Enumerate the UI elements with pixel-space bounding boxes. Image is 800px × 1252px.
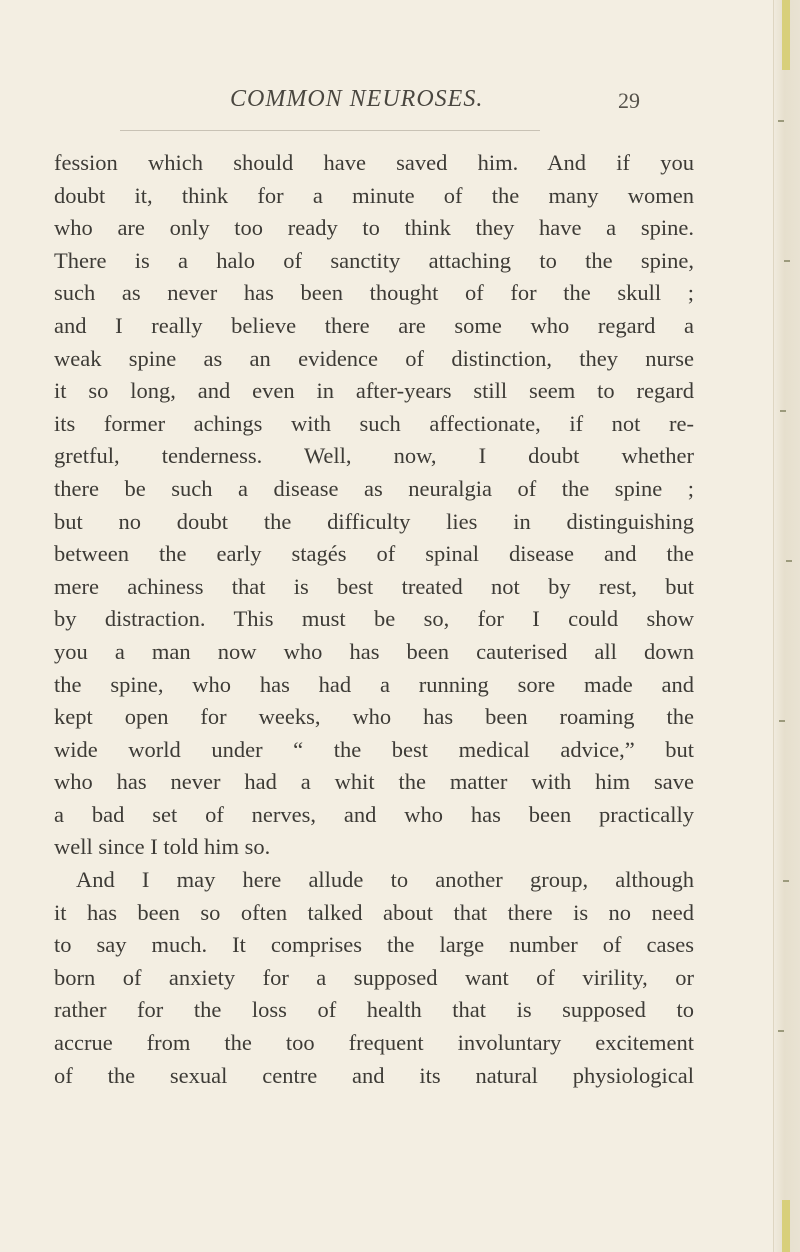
edge-mark: [778, 1030, 784, 1032]
text-line: there be such a disease as neuralgia of the spine ;: [54, 475, 694, 501]
text-line: it so long, and even in after-years still seem to regard: [54, 378, 694, 404]
text-line: but no doubt the difficulty lies in distinguishing: [54, 508, 694, 534]
text-line: wide world under “ the best medical advice,” but: [54, 736, 694, 762]
edge-mark: [778, 120, 784, 122]
page-edge: [773, 0, 800, 1252]
text-line: you a man now who has been cauterised all down: [54, 638, 694, 664]
text-line: accrue from the too frequent involuntary excitement: [54, 1030, 694, 1056]
text-line: kept open for weeks, who has been roaming the: [54, 704, 694, 730]
text-line: its former achings with such affectionate, if not re-: [54, 410, 694, 436]
text-line: of the sexual centre and its natural physiological: [54, 1062, 694, 1088]
text-line: by distraction. This must be so, for I could show: [54, 606, 694, 632]
text-line: the spine, who has had a running sore made and: [54, 671, 694, 697]
text-line: fession which should have saved him. And if you: [54, 150, 694, 175]
edge-highlight: [782, 0, 790, 70]
edge-mark: [783, 880, 789, 882]
text-line: well since I told him so.: [54, 834, 271, 860]
text-line: and I really believe there are some who regard a: [54, 312, 694, 338]
text-line: to say much. It comprises the large number of cases: [54, 932, 694, 958]
text-line: it has been so often talked about that there is no need: [54, 899, 694, 925]
body-text: [54, 147, 694, 1092]
text-line: a bad set of nerves, and who has been practically: [54, 801, 694, 827]
text-line: such as never has been thought of for the skull ;: [54, 280, 694, 306]
text-line: mere achiness that is best treated not by rest, but: [54, 573, 694, 599]
running-head: COMMON NEUROSES.: [230, 86, 484, 112]
page-header: [0, 86, 800, 126]
text-line: who are only too ready to think they have a spine.: [54, 215, 694, 241]
text-line: There is a halo of sanctity attaching to the spine,: [54, 247, 694, 273]
text-line: who has never had a whit the matter with him save: [54, 769, 694, 795]
text-line: born of anxiety for a supposed want of virility, or: [54, 964, 694, 990]
edge-mark: [780, 410, 786, 412]
text-line: And I may here allude to another group, although: [76, 867, 694, 893]
text-line: gretful, tenderness. Well, now, I doubt whether: [54, 443, 694, 469]
page-number: 29: [618, 88, 640, 113]
text-line: rather for the loss of health that is supposed to: [54, 997, 694, 1023]
text-line: between the early stagés of spinal disease and the: [54, 541, 694, 567]
text-line: weak spine as an evidence of distinction, they nurse: [54, 345, 694, 371]
edge-mark: [779, 720, 785, 722]
header-rule: [120, 130, 540, 131]
text-line: doubt it, think for a minute of the many women: [54, 182, 694, 208]
edge-mark: [784, 260, 790, 262]
edge-mark: [786, 560, 792, 562]
edge-highlight: [782, 1200, 790, 1252]
